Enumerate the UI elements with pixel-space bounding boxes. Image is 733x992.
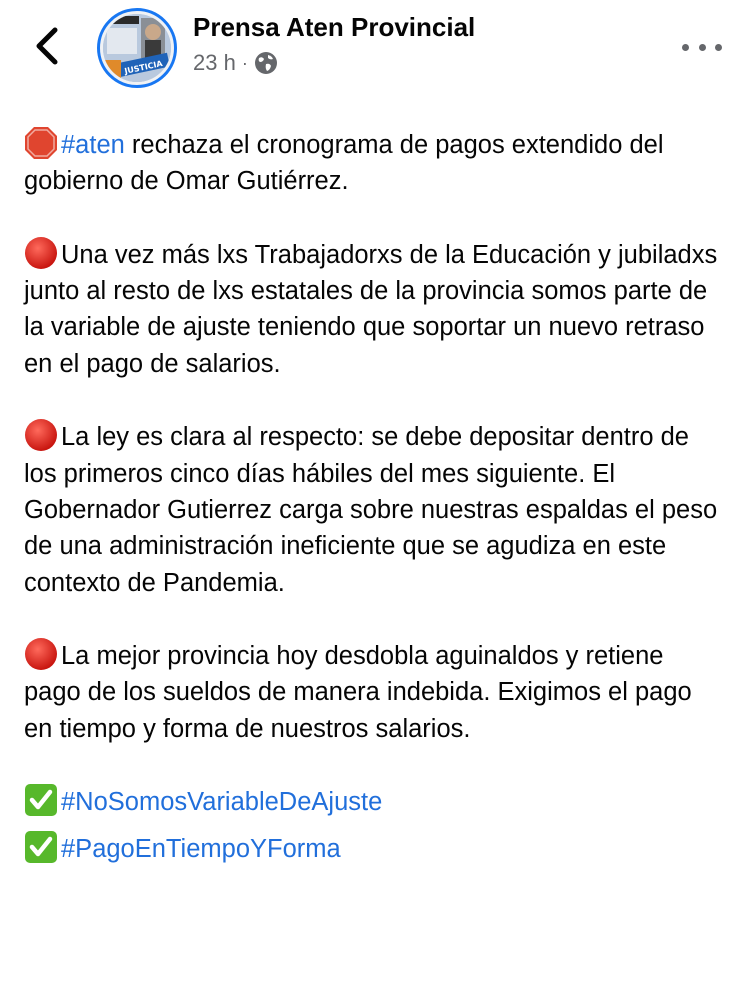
chevron-left-icon [33,26,61,66]
hashtag-pago-en-tiempo[interactable]: #PagoEnTiempoYForma [61,834,341,863]
page-name[interactable]: Prensa Aten Provincial [193,12,476,42]
globe-icon [254,51,278,75]
paragraph-text: rechaza el cronograma de pagos extendido del gobierno de Omar Gutiérrez. [24,131,664,196]
paragraph-text: La ley es clara al respecto: se debe depositar dentro de los primeros cinco días hábiles del mes siguiente. El Gobernador Gutierrez carga sobre nuestras espaldas el peso de una administración ineficiente que se agudiza en este contexto de Pandemia. [24,423,718,597]
avatar-text: JUSTICIA [123,59,164,76]
page-avatar[interactable] [97,8,177,88]
post-header [0,0,733,100]
check-mark-button-icon [24,783,58,817]
hashtag-aten[interactable]: #aten [61,131,125,159]
post-time[interactable]: 23 h [193,50,236,75]
avatar-artwork [103,14,171,82]
red-circle-icon [24,637,58,671]
post-text [24,126,724,867]
post-hashtag-line-1 [24,783,724,820]
red-circle-icon [24,418,58,452]
meta-separator: · [241,52,248,73]
stop-sign-icon [24,126,58,160]
paragraph-text: Una vez más lxs Trabajadorxs de la Educación y jubiladxs junto al resto de lxs estatales de la provincia somos parte de la variable de ajuste teniendo que soportar un nuevo retraso en el pago de salarios. [24,240,718,378]
hashtag-no-somos-variable[interactable]: #NoSomosVariableDeAjuste [61,788,383,817]
post-paragraph-3 [24,418,724,600]
red-circle-icon [24,236,58,270]
post-hashtag-line-2 [24,830,724,867]
paragraph-text: La mejor provincia hoy desdobla aguinaldos y retiene pago de los sueldos de manera indebida. Exigimos el pago en tiempo y forma de nuestros salarios. [24,642,692,743]
more-dot [699,44,706,51]
avatar-image [103,14,171,82]
post-paragraph-4 [24,637,724,747]
more-dot [682,44,689,51]
post-meta [193,50,278,76]
more-options-button[interactable] [682,34,722,60]
post-paragraph-1 [24,126,724,200]
more-dot [715,44,722,51]
back-button[interactable] [24,22,70,70]
post-paragraph-2 [24,236,724,382]
check-mark-button-icon [24,830,58,864]
